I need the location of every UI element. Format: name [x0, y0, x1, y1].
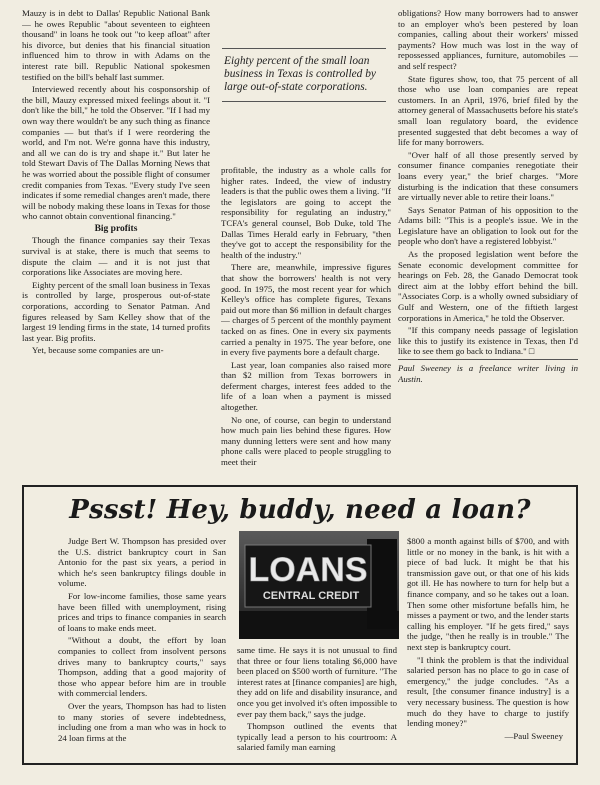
- article-paragraph: obligations? How many borrowers had to answer to an employer who's been pestered by loan companies, calling about their workers' missed payments? How much was lost in the way of repossessed appliances, furniture, automobiles — and self respect?: [398, 8, 578, 71]
- sidebar-column-2: [237, 645, 397, 761]
- article-paragraph: Though the finance companies say their Texas survival is at stake, there is much that seems to dispute the claim — and it is not just that corporations like Associates are moving here.: [22, 235, 210, 278]
- article-paragraph: Says Senator Patman of his opposition to the Adams bill: "This is a people's issue. We in the Legislature have an obligation to look out for the people who don't have a registered lobbyist.": [398, 204, 578, 247]
- sidebar-paragraph: "Without a doubt, the effort by loan companies to collect from insolvent persons drives many to bankruptcy courts," says Thompson, adding that a good majority of those who appear before him are in trouble with commercial lenders.: [58, 635, 226, 699]
- article-paragraph: Mauzy is in debt to Dallas' Republic National Bank — he owes Republic "about seventeen to eighteen thousand" in loans he took out "to keep afloat" after his divorce, but denies that his financial situation influenced him to throw in with Adams on the interest rate bill. Republic National spokesmen testified on the bill's behalf last summer.: [22, 8, 210, 82]
- article-column-2: [221, 165, 391, 478]
- article-paragraph: Last year, loan companies also raised more than $2 million from Texas borrowers in deferment charges, interest fees added to the life of a loan when a payment is missed altogether.: [221, 359, 391, 413]
- sign-text-central-credit: CENTRAL CREDIT: [262, 590, 360, 602]
- sidebar-headline: Pssst! Hey, buddy, need a loan?: [69, 495, 531, 525]
- loans-sign-image: [239, 531, 399, 639]
- article-paragraph: State figures show, too, that 75 percent of all those who use loan companies are repeat customers. In an April, 1976, brief filed by the attorney general of Massachusetts before his state's small loan regulatory board, the evidence presented suggested that debt becomes a way of life for many borrowers.: [398, 73, 578, 148]
- article-paragraph: No one, of course, can begin to understand how much pain lies behind these figures. How many dunning letters were sent and how many phone calls were placed to people struggling to meet their: [221, 414, 391, 468]
- sidebar-paragraph: "I think the problem is that the individual salaried person has no place to go in case of emergency," the judge concludes. "As a result, [the consumer finance industry] is a very necessary business. The question is how much do they have to charge to justify lending money?": [407, 654, 569, 729]
- article-paragraph: "Over half of all those presently served by consumer finance companies renegotiate their loans every year," the brief charges. "More disturbing is the indication that these consumers are virtually never able to retire their loans.": [398, 149, 578, 203]
- sidebar-paragraph: Over the years, Thompson has had to listen to many stories of severe indebtedness, including one from a man who was in hock to 24 loan firms at the: [58, 700, 226, 743]
- article-paragraph: There are, meanwhile, impressive figures that show the borrowers' health is not very good. In 1975, the most recent year for which Kelley's office has complete figures, Texans paid out more than $6 million in default charges — charges of 5 percent of the monthly payment tacked on as fines. One in every six payments carried a penalty in 1975. The year before, one in every five payments bore a default charge.: [221, 262, 391, 358]
- pull-quote: Eighty percent of the small loan business in Texas is controlled by large out-of-state corporations.: [222, 48, 386, 102]
- sidebar-column-3: [407, 536, 569, 761]
- sidebar-paragraph: same time. He says it is not unusual to find that three or four liens totaling $6,000 have been placed on $500 worth of furniture. "The interest rates at [finance companies] are high, they add on life and disability insurance, and once you get involved it's often impossible to ever pay them back," says the judge.: [237, 645, 397, 719]
- article-paragraph: Interviewed recently about his cosponsorship of the bill, Mauzy expressed mixed feelings about it. "I don't like the bill," he told the Observer. "If I had my own way there wouldn't be any such thing as finance companies — but that's if I were reordering the world, and I'm not. We're gonna have this industry, and all we can do is try and shape it." But later he told Stewart Davis of The Dallas Morning News that he was worried about the possible flight of consumer credit companies from Texas. "Every study I've seen indicates if some remedial changes aren't made, there will be nobody making these loans in Texas for those who cannot obtain conventional financing.": [22, 84, 210, 222]
- article-column-1: [22, 8, 210, 478]
- article-paragraph: "If this company needs passage of legislation like this to justify its existence in Texas, then I'd like to see them go back to Indiana." □: [398, 325, 578, 357]
- sidebar-column-1: [58, 536, 226, 761]
- sidebar-paragraph: $800 a month against bills of $700, and with little or no money in the bank, is hit with a piece of bad luck. It might be that his transmission gave out, or that one of his kids got ill. He has nowhere to turn for help but a finance company, and so he takes out a loan. Then some other misfortune befalls him, he misses a payment or two, and the lender starts calling his employer. "If he gets fired," says the judge, "then he really is in trouble." The next step is bankruptcy court.: [407, 536, 569, 652]
- author-byline: Paul Sweeney is a freelance writer living in Austin.: [398, 359, 578, 384]
- sidebar-signature: —Paul Sweeney: [504, 730, 563, 741]
- loans-sign-photo: [239, 531, 399, 639]
- article-paragraph: As the proposed legislation went before the Senate economic development committee for hearings on Feb. 28, the Ganado Democrat took direct aim at the lobby effort behind the bill. "Associates Corp. is a wholly owned subsidiary of Gulf and Western, one of the fiftieth largest corporations in America," he told the Observer.: [398, 249, 578, 323]
- sign-text-loans: LOANS: [248, 551, 368, 589]
- sidebar-paragraph: Judge Bert W. Thompson has presided over the U.S. district bankruptcy court in San Antonio for the past six years, a period in which he's seen bankruptcy filings double in volume.: [58, 536, 226, 589]
- sidebar-paragraph: For low-income families, those same years have been filled with unemployment, rising prices and trips to finance companies in search of loans to make ends meet.: [58, 590, 226, 633]
- article-paragraph: Eighty percent of the small loan business in Texas is controlled by large, prosperous out-of-state corporations, according to Senator Patman. And figures released by Sam Kelley show that of the largest 19 lending firms in the state, 14 turned profits last year. Big profits.: [22, 279, 210, 343]
- sidebar-box: [22, 485, 578, 765]
- subheading-big-profits: Big profits: [94, 223, 138, 234]
- article-paragraph: Yet, because some companies are un-: [32, 345, 164, 356]
- article-column-3: [398, 8, 578, 480]
- sidebar-paragraph: Thompson outlined the events that typically lead a person to his courtroom: A salaried family man earning: [237, 721, 397, 753]
- article-paragraph: profitable, the industry as a whole calls for higher rates. Indeed, the view of industry leaders is that the public owes them a living. "If the legislators are going to accept the responsibility for regulating an industry," TCFA's general counsel, Bob Duke, told The Dallas Times Herald early in February, "then they've got to accept the responsibility for the health of the industry.": [221, 165, 391, 260]
